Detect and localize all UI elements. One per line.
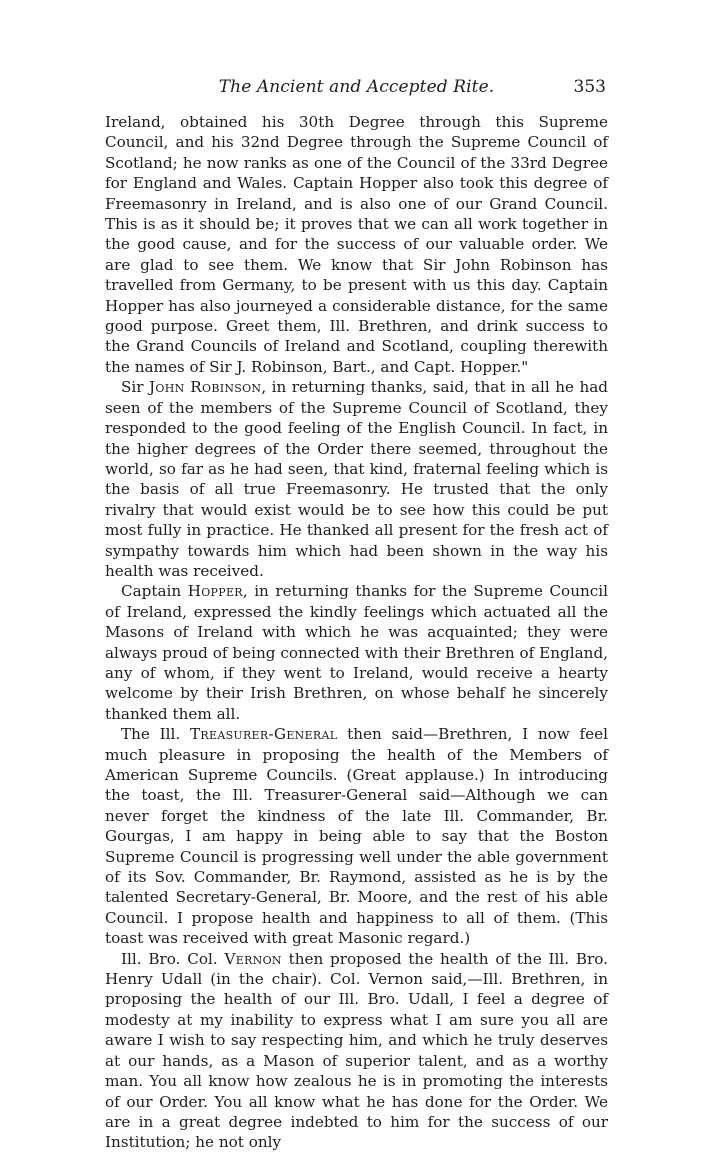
paragraph-lead: Sir [121, 378, 149, 397]
body-text [105, 112, 608, 1153]
paragraph-lead: Ill. Bro. Col. [121, 949, 225, 968]
paragraph-text: Ireland, obtained his 30th Degree through this Supreme Council, and his 32nd Degree through the Supreme Council of Scotland; he now ranks as one of the Council of the 33rd Degree for England and Wales. Captain Hopper also took this degree of Freemasonry in Ireland, and is also one of our Grand Council. This is as it should be; it proves that we can all work together in the good cause, and for the success of our valuable order. We are glad to see them. We know that Sir John Robinson has travelled from Germany, to be present with us this day. Captain Hopper has also journeyed a considerable distance, for the same good purpose. Greet them, Ill. Brethren, and drink success to the Grand Councils of Ireland and Scotland, coupling therewith the names of Sir J. Robinson, Bart., and Capt. Hopper." [105, 113, 608, 376]
book-page [105, 76, 608, 1153]
paragraph-hopper-reply [105, 581, 608, 724]
speaker-name: John Robinson [148, 378, 262, 397]
page-number: 353 [573, 77, 606, 97]
paragraph-robinson-reply [105, 377, 608, 581]
speaker-name: Treasurer-General [189, 725, 338, 744]
paragraph-treasurer-toast [105, 724, 608, 948]
paragraph-text: , in returning thanks, said, that in all he had seen of the members of the Supreme Council of Scotland, they responded to the good feeling of the English Council. In fact, in the higher degrees of the Order there seemed, throughout the world, so far as he had seen, that kind, fraternal feeling which is the basis of all true Freemasonry. He trusted that the only rivalry that would exist would be to see how this could be put most fully in practice. He thanked all present for the fresh act of sympathy towards him which had been shown in the way his health was received. [105, 378, 609, 580]
paragraph-vernon-toast [105, 949, 608, 1153]
speaker-name: Vernon [224, 949, 282, 968]
paragraph-text: , in returning thanks for the Supreme Council of Ireland, expressed the kindly feelings which actuated all the Masons of Ireland with which he was acquainted; they were always proud of being connected with their Brethren of England, any of whom, if they went to Ireland, would receive a hearty welcome by their Irish Brethren, on whose behalf he sincerely thanked them all. [105, 582, 608, 723]
running-header [105, 76, 608, 100]
running-title: The Ancient and Accepted Rite. [218, 77, 495, 97]
paragraph-lead: The Ill. [121, 725, 190, 744]
paragraph-continued [105, 112, 608, 377]
paragraph-text: then said—Brethren, I now feel much pleasure in proposing the health of the Members of American Supreme Councils. (Great applause.) In introducing the toast, the Ill. Treasurer-General said—Although we can never forget the kindness of the late Ill. Commander, Br. Gourgas, I am happy in being able to say that the Boston Supreme Council is progressing well under the able government of its Sov. Commander, Br. Raymond, assisted as he is by the talented Secretary-General, Br. Moore, and the rest of his able Council. I propose health and happiness to all of them. (This toast was received with great Masonic regard.) [105, 725, 608, 948]
speaker-name: Hopper [187, 582, 243, 601]
paragraph-lead: Captain [121, 582, 188, 601]
paragraph-text: then proposed the health of the Ill. Bro. Henry Udall (in the chair). Col. Vernon said,—Ill. Brethren, in proposing the health of our Ill. Bro. Udall, I feel a degree of modesty at my inability to express what I am sure you all are aware I wish to say respecting him, and which he truly deserves at our hands, as a Mason of superior talent, and as a worthy man. You all know how zealous he is in promoting the interests of our Order. You all know what he has done for the Order. We are in a great degree indebted to him for the success of our Institution; he not only [105, 949, 608, 1152]
